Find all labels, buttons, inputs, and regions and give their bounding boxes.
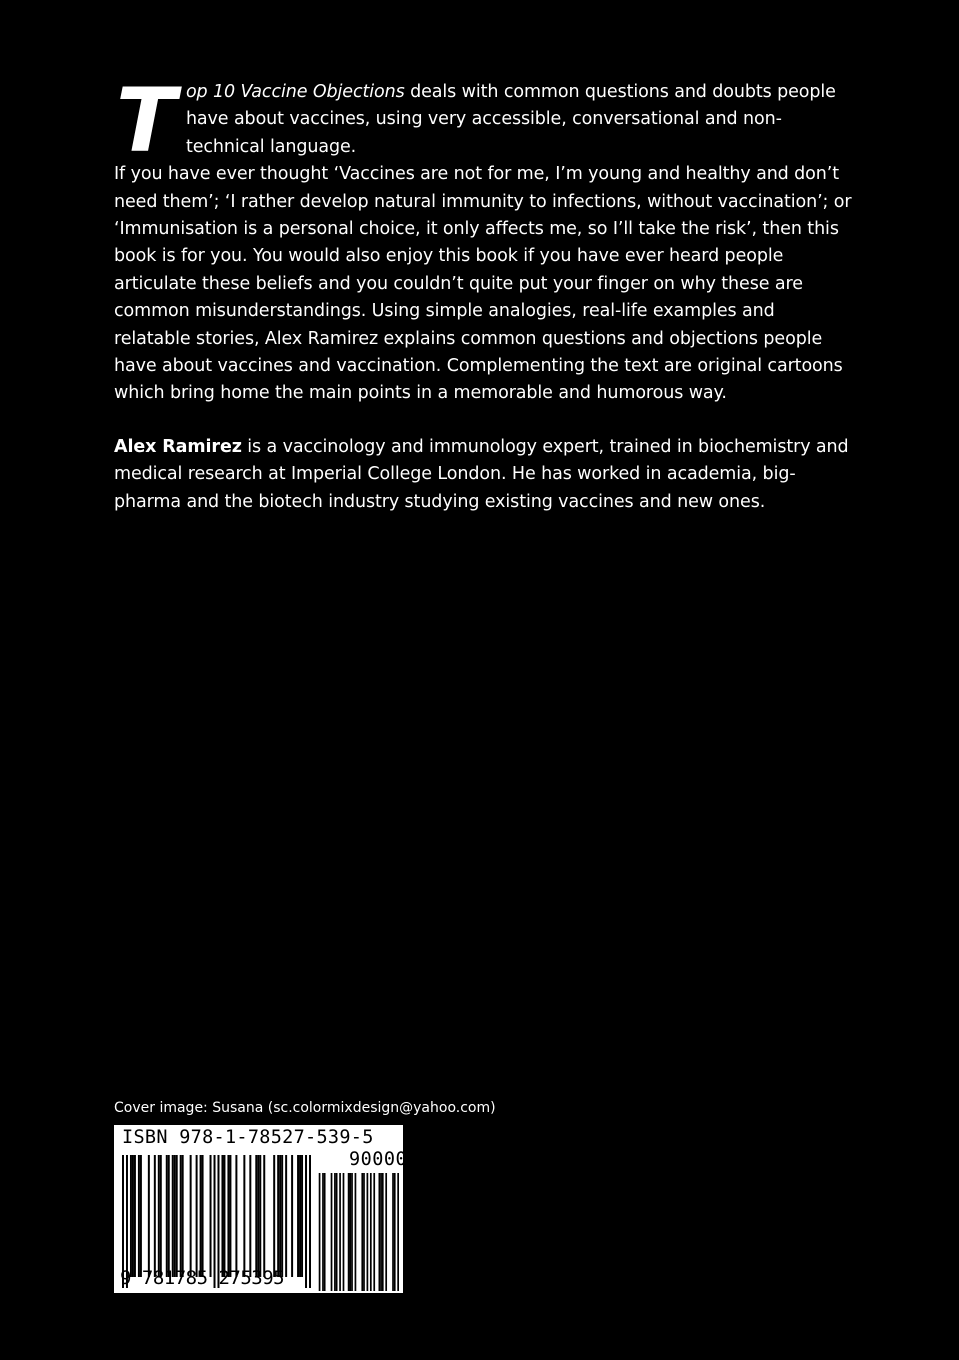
addon-bars-group	[319, 1173, 399, 1291]
author-bio	[114, 434, 854, 516]
barcode-bar	[200, 1155, 202, 1277]
barcode-bar	[154, 1155, 156, 1277]
barcode-bar	[349, 1173, 351, 1291]
barcode-bar	[249, 1155, 251, 1277]
barcode-bar	[331, 1173, 333, 1291]
barcode-bar	[301, 1155, 303, 1277]
isbn-barcode	[114, 1125, 408, 1293]
barcode-bar	[134, 1155, 136, 1277]
blurb-body: If you have ever thought ‘Vaccines are not for me, I’m young and healthy and don’t need them’; ‘I rather develop natural immunity to infections, without vaccination’; or ‘Immunisation is a personal choice, it only affects me, so I’ll take the risk’, then this book is for you. You would also enjoy this book if you have ever heard people articulate these beliefs and you couldn’t quite put your finger on why these are common misunderstandings. Using simple analogies, real-life examples and relatable stories, Alex Ramirez explains common questions and objections people have about vaccines and vaccination. Complementing the text are original cartoons which bring home the main points in a memorable and humorous way.	[114, 164, 852, 404]
barcode-bar	[210, 1155, 212, 1277]
barcode-bar	[196, 1155, 198, 1277]
barcode-bar	[148, 1155, 150, 1277]
barcode-bar	[370, 1173, 372, 1291]
barcode-bar	[322, 1173, 324, 1291]
author-bio-text: is a vaccinology and immunology expert, trained in biochemistry and medical research at Imperial College London. He has worked in academia, big-pharma and the biotech industry studying existing vaccines and new ones.	[114, 437, 849, 512]
barcode-bar	[348, 1173, 350, 1291]
ean-digits: 9 781785 275395	[120, 1267, 285, 1289]
barcode-bar	[281, 1155, 283, 1277]
barcode-bar	[255, 1155, 257, 1277]
book-title: op 10 Vaccine Objections	[185, 82, 405, 102]
barcode-bar	[130, 1155, 132, 1277]
barcode-bar	[168, 1155, 170, 1277]
blurb-section	[114, 69, 854, 408]
barcode-bar	[202, 1155, 204, 1277]
barcode-bar	[160, 1155, 162, 1277]
barcode-bar	[229, 1155, 231, 1277]
barcode-bar	[273, 1155, 275, 1277]
barcode-bar	[291, 1155, 293, 1277]
barcode-bar	[380, 1173, 382, 1291]
barcode-bar	[285, 1155, 287, 1277]
price-code: 90000	[349, 1149, 408, 1170]
barcode-bar	[259, 1155, 261, 1277]
barcode-bar	[361, 1173, 363, 1291]
barcode-bar	[392, 1173, 394, 1291]
barcode-bar	[140, 1155, 142, 1277]
blurb-first-paragraph	[114, 69, 854, 172]
barcode-bar	[227, 1155, 229, 1277]
barcode-bar	[221, 1155, 223, 1277]
barcode-bar	[176, 1155, 178, 1277]
barcode-bar	[355, 1173, 357, 1291]
barcode-bar	[243, 1155, 245, 1277]
barcode-bar	[373, 1173, 375, 1291]
cover-image-credit: Cover image: Susana (sc.colormixdesign@yahoo.com)	[114, 1100, 496, 1116]
barcode-bar	[319, 1173, 321, 1291]
barcode-bar	[339, 1173, 341, 1291]
barcode-bar	[190, 1155, 192, 1277]
author-name: Alex Ramirez	[114, 437, 242, 457]
barcode-bar	[182, 1155, 184, 1277]
blurb-first-sentence: deals with common questions and doubts people have about vaccines, using very accessible, conversational and non-technical language.	[185, 82, 836, 157]
barcode-bar	[223, 1155, 225, 1277]
barcode-bar	[343, 1173, 345, 1291]
barcode-bar	[382, 1173, 384, 1291]
barcode-bar	[235, 1155, 237, 1277]
barcode-bar	[351, 1173, 353, 1291]
barcode-bar	[299, 1155, 301, 1277]
barcode-bar	[277, 1155, 279, 1277]
barcode-bar	[397, 1173, 399, 1291]
barcode-bar	[166, 1155, 168, 1277]
barcode-bar	[334, 1173, 336, 1291]
barcode-bar	[263, 1155, 265, 1277]
barcode-bar	[363, 1173, 365, 1291]
barcode-bar	[367, 1173, 369, 1291]
barcode-bar	[394, 1173, 396, 1291]
barcode-bar	[385, 1173, 387, 1291]
barcode-bar	[172, 1155, 174, 1277]
barcode-bar	[297, 1155, 299, 1277]
barcode-bar	[180, 1155, 182, 1277]
barcode-bar	[309, 1155, 311, 1288]
barcode-bar	[336, 1173, 338, 1291]
barcode-bar	[324, 1173, 326, 1291]
barcode-bar	[174, 1155, 176, 1277]
barcode-bar	[379, 1173, 381, 1291]
barcode-bar	[257, 1155, 259, 1277]
isbn-label: ISBN 978-1-78527-539-5	[122, 1127, 374, 1148]
barcode-bar	[158, 1155, 160, 1277]
barcode-bar	[305, 1155, 307, 1288]
drop-cap: T	[116, 69, 176, 172]
barcode-bar	[132, 1155, 134, 1277]
barcode-bar	[279, 1155, 281, 1277]
barcode-bar	[138, 1155, 140, 1277]
